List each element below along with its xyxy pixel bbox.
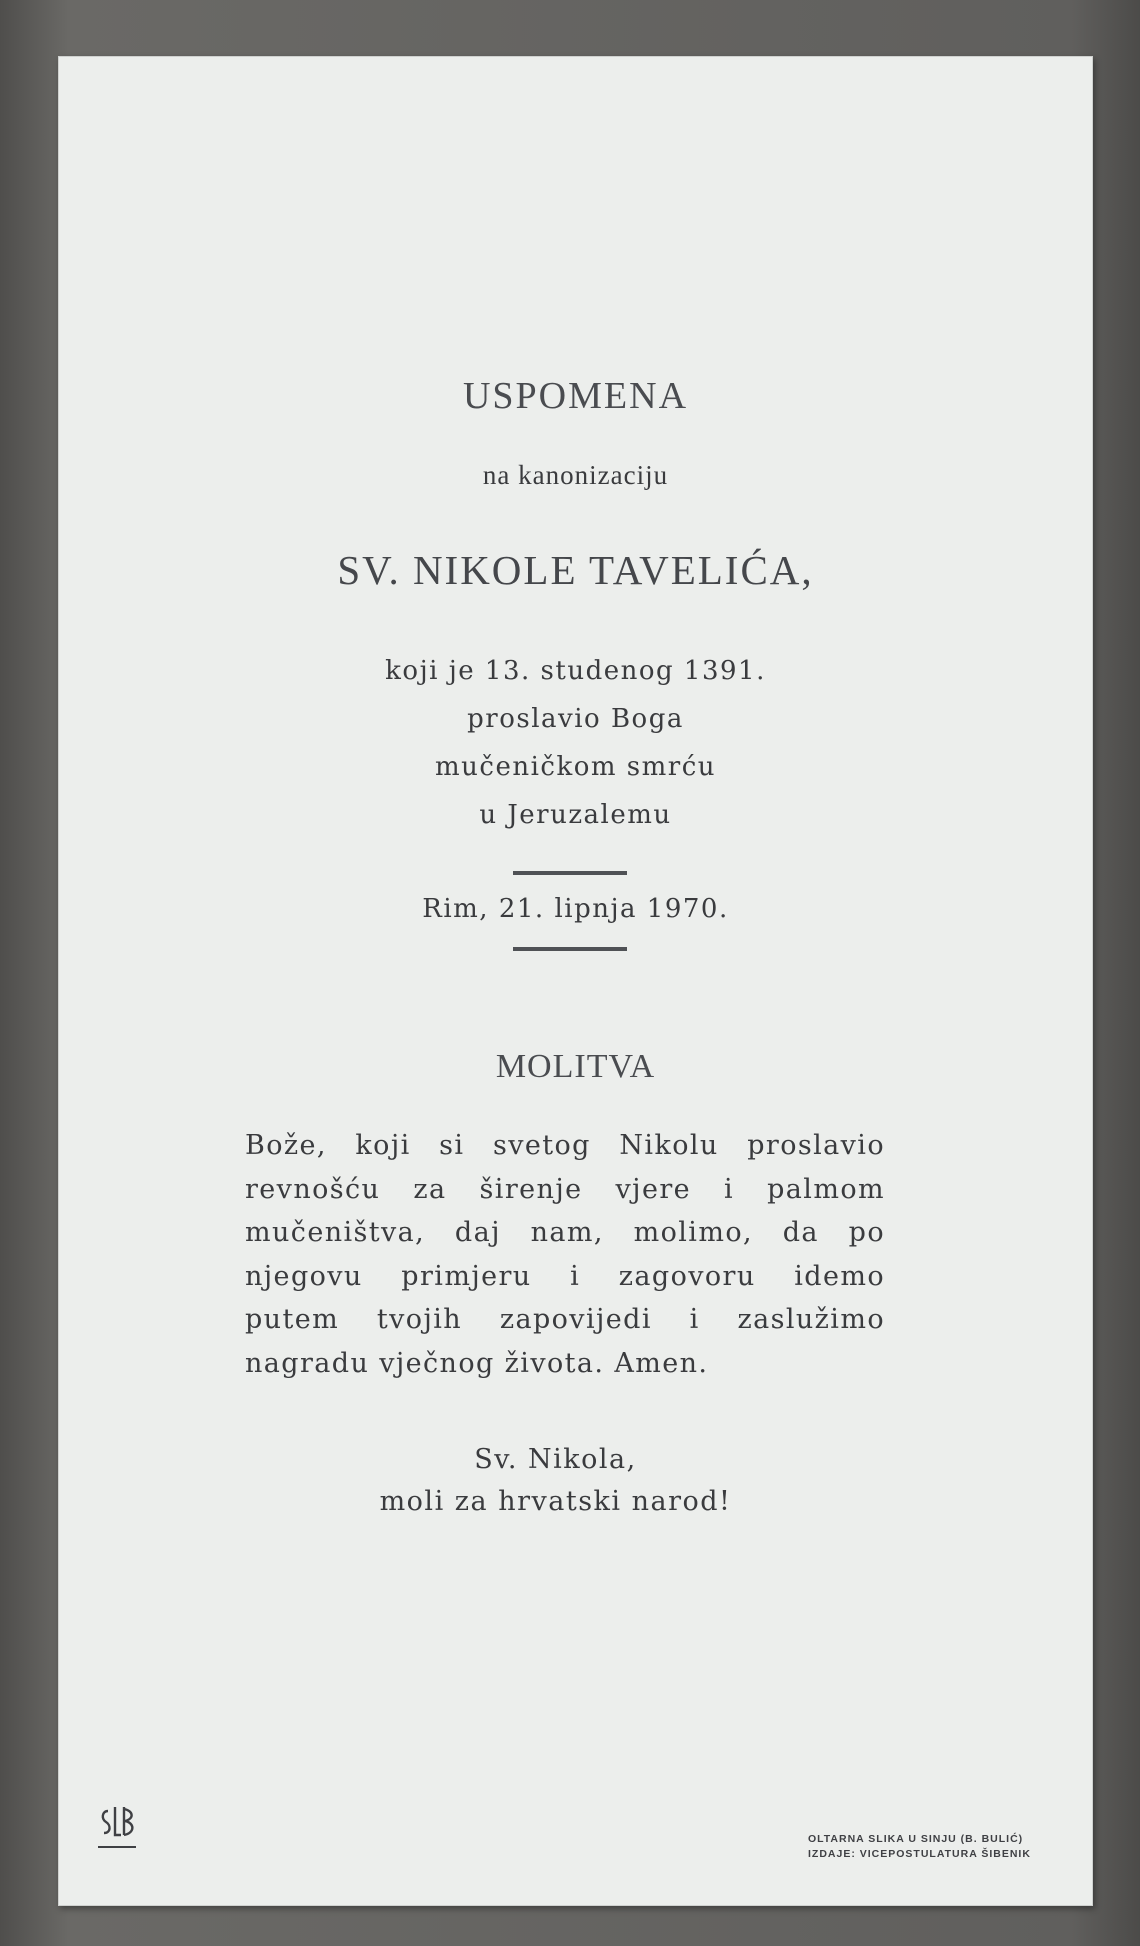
- prayer-line: mučeništva, daj nam, molimo, da po: [245, 1217, 885, 1248]
- prayer-line: Bože, koji si svetog Nikolu proslavio: [245, 1130, 885, 1161]
- prayer-line: revnošću za širenje vjere i palmom: [245, 1173, 885, 1205]
- card-title: USPOMENA: [462, 375, 689, 417]
- prayer-line: putem tvojih zapovijedi i zaslužimo: [245, 1304, 885, 1335]
- divider-rule: [513, 947, 627, 951]
- prayer-heading: MOLITVA: [495, 1048, 656, 1085]
- divider-rule: [513, 871, 627, 875]
- publisher-line: IZDAJE: VICEPOSTULATURA ŠIBENIK: [808, 1848, 1031, 1860]
- publisher-note: [808, 1832, 1031, 1862]
- invocation-line: Sv. Nikola,: [474, 1444, 637, 1475]
- publisher-logo-icon: [96, 1803, 138, 1861]
- card-subtitle: na kanonizaciju: [482, 460, 669, 490]
- prayer-line: njegovu primjeru i zagovoru idemo: [245, 1260, 885, 1292]
- saint-name: SV. NIKOLE TAVELIĆA,: [337, 547, 814, 593]
- dedication-line: koji je 13. studenog 1391.: [385, 656, 766, 686]
- dedication-line: proslavio Boga: [467, 704, 684, 734]
- place-date: Rim, 21. lipnja 1970.: [422, 894, 729, 924]
- invocation-line: moli za hrvatski narod!: [379, 1486, 732, 1517]
- prayer-line: nagradu vječnog života. Amen.: [245, 1347, 709, 1379]
- prayer-text: [245, 1124, 885, 1385]
- dedication-line: mučeničkom smrću: [434, 752, 717, 782]
- memorial-card: [58, 56, 1093, 1906]
- dedication-line: u Jeruzalemu: [479, 800, 672, 830]
- publisher-line: OLTARNA SLIKA U SINJU (B. BULIĆ): [808, 1833, 1024, 1845]
